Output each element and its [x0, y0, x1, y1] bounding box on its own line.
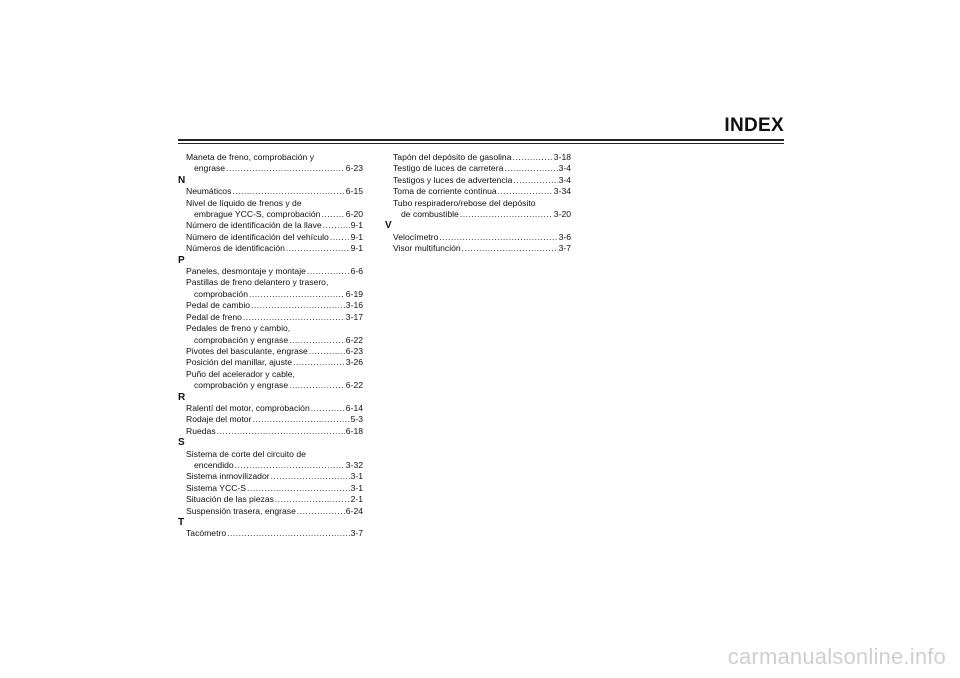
entry-page: 3-7 — [350, 528, 363, 539]
entry-text: comprobación y engrase — [194, 334, 289, 345]
index-column-right — [385, 152, 571, 255]
section-letter: S — [178, 437, 185, 449]
index-entry[interactable] — [178, 483, 363, 494]
entry-text-first-line: Tubo respiradero/rebose del depósito — [393, 197, 536, 208]
index-entry[interactable] — [178, 323, 363, 346]
dot-leader — [330, 232, 350, 243]
index-entry[interactable] — [178, 243, 363, 254]
entry-page: 6-22 — [345, 380, 363, 391]
dot-leader — [323, 220, 350, 231]
entry-text: comprobación — [194, 288, 248, 299]
index-entry[interactable] — [178, 403, 363, 414]
dot-leader — [460, 209, 553, 220]
index-entry[interactable] — [178, 277, 363, 300]
index-entry[interactable] — [178, 266, 363, 277]
header-rule — [178, 139, 784, 141]
entry-page: 6-18 — [345, 425, 363, 436]
index-entry[interactable] — [385, 152, 571, 163]
index-entry[interactable] — [178, 198, 363, 221]
entry-text: Pedal de cambio — [186, 300, 251, 311]
entry-text: engrase — [194, 163, 226, 174]
index-entry[interactable] — [178, 369, 363, 392]
entry-page: 3-16 — [345, 300, 363, 311]
index-entry[interactable] — [178, 414, 363, 425]
index-entry[interactable] — [385, 232, 571, 243]
section-letter: T — [178, 517, 185, 528]
dot-leader — [226, 163, 345, 174]
dot-leader — [297, 506, 345, 517]
index-entry[interactable] — [178, 186, 363, 197]
entry-page: 6-20 — [345, 209, 363, 220]
dot-leader — [286, 243, 350, 254]
entry-text: Visor multifunción — [393, 243, 461, 254]
entry-text: Pedal de freno — [186, 311, 242, 322]
entry-text: embrague YCC-S, comprobación — [194, 209, 321, 220]
entry-page: 3-34 — [553, 186, 571, 197]
dot-leader — [289, 335, 345, 346]
entry-page: 3-18 — [553, 152, 571, 162]
index-entry[interactable] — [178, 494, 363, 505]
header-rule-thin — [178, 143, 784, 144]
entry-text: Número de identificación de la llave — [186, 220, 322, 231]
section-letter: N — [178, 174, 186, 186]
dot-leader — [311, 403, 345, 414]
entry-page: 5-3 — [350, 414, 363, 425]
entry-text-first-line: Sistema de corte del circuito de — [186, 448, 306, 459]
entry-page: 3-4 — [558, 163, 571, 174]
index-entry[interactable] — [178, 506, 363, 517]
entry-page: 3-6 — [558, 231, 571, 242]
entry-page: 9-1 — [350, 220, 363, 231]
index-entry[interactable] — [178, 232, 363, 243]
dot-leader — [275, 494, 350, 505]
index-entry[interactable] — [385, 186, 571, 197]
entry-page: 6-6 — [350, 266, 363, 277]
page-title: INDEX — [724, 115, 784, 136]
entry-page: 6-19 — [345, 288, 363, 299]
index-entry[interactable] — [178, 471, 363, 482]
entry-text: comprobación y engrase — [194, 380, 289, 391]
entry-page: 3-26 — [345, 357, 363, 368]
entry-text: Pivotes del basculante, engrase — [186, 345, 308, 356]
dot-leader — [513, 175, 557, 186]
dot-leader — [504, 163, 557, 174]
index-entry[interactable] — [178, 528, 363, 539]
entry-text: Testigo de luces de carretera — [393, 163, 504, 174]
dot-leader — [251, 300, 345, 311]
index-entry[interactable] — [178, 220, 363, 231]
entry-text: de combustible — [401, 209, 459, 220]
entry-text: Posición del manillar, ajuste — [186, 357, 293, 368]
entry-text: Número de identificación del vehículo — [186, 231, 329, 242]
index-entry[interactable] — [178, 449, 363, 472]
entry-text-first-line: Pedales de freno y cambio, — [186, 323, 291, 334]
entry-text-first-line: Nivel de líquido de frenos y de — [186, 197, 302, 208]
dot-leader — [498, 186, 553, 197]
entry-text: Velocímetro — [393, 231, 439, 242]
index-column-left — [178, 152, 363, 540]
entry-text: Tacómetro — [186, 528, 227, 539]
index-entry[interactable] — [178, 300, 363, 311]
entry-text: Situación de las piezas — [186, 494, 274, 505]
dot-leader — [217, 426, 345, 437]
dot-leader — [307, 266, 350, 277]
entry-page: 3-20 — [553, 209, 571, 220]
entry-text: Tapón del depósito de gasolina — [393, 152, 512, 162]
entry-text-first-line: Pastillas de freno delantero y trasero, — [186, 277, 329, 288]
entry-page: 6-15 — [345, 186, 363, 197]
dot-leader — [243, 312, 345, 323]
section-letter: P — [178, 254, 185, 266]
entry-text: Sistema inmovilizador — [186, 471, 270, 482]
dot-leader — [235, 460, 345, 471]
dot-leader — [309, 346, 345, 357]
entry-text: Ralentí del motor, comprobación — [186, 402, 310, 413]
entry-text-first-line: Maneta de freno, comprobación y — [186, 152, 315, 162]
entry-page: 3-32 — [345, 459, 363, 470]
entry-text: Sistema YCC-S — [186, 482, 247, 493]
entry-text-first-line: Puño del acelerador y cable, — [186, 368, 295, 379]
entry-page: 3-7 — [558, 243, 571, 254]
dot-leader — [289, 380, 345, 391]
entry-page: 6-14 — [345, 402, 363, 413]
entry-page: 3-1 — [350, 482, 363, 493]
index-entry[interactable] — [178, 357, 363, 368]
watermark: carmanualsonline.info — [727, 644, 946, 669]
entry-page: 3-1 — [350, 471, 363, 482]
dot-leader — [232, 186, 344, 197]
entry-text: Rodaje del motor — [186, 414, 252, 425]
entry-text: Toma de corriente continua — [393, 186, 497, 197]
entry-page: 6-23 — [345, 345, 363, 356]
entry-text: Paneles, desmontaje y montaje — [186, 266, 306, 277]
dot-leader — [252, 414, 349, 425]
index-entry[interactable] — [178, 152, 363, 175]
dot-leader — [271, 471, 350, 482]
index-entry[interactable] — [385, 243, 571, 254]
entry-text: Suspensión trasera, engrase — [186, 505, 296, 516]
dot-leader — [439, 232, 557, 243]
entry-page: 3-17 — [345, 311, 363, 322]
entry-page: 6-23 — [345, 163, 363, 174]
dot-leader — [513, 152, 553, 163]
index-entry[interactable] — [385, 175, 571, 186]
dot-leader — [249, 289, 345, 300]
section-letter: V — [385, 220, 392, 232]
entry-text: encendido — [194, 459, 234, 470]
entry-text: Neumáticos — [186, 186, 232, 197]
index-entry[interactable] — [178, 346, 363, 357]
entry-page: 9-1 — [350, 243, 363, 254]
entry-text: Números de identificación — [186, 243, 285, 254]
dot-leader — [247, 483, 350, 494]
entry-page: 3-4 — [558, 174, 571, 185]
dot-leader — [293, 357, 345, 368]
entry-page: 9-1 — [350, 231, 363, 242]
dot-leader — [462, 243, 558, 254]
entry-page: 6-24 — [345, 505, 363, 516]
section-letter: R — [178, 391, 186, 403]
index-entry[interactable] — [385, 163, 571, 174]
index-entry[interactable] — [385, 198, 571, 221]
index-entry[interactable] — [178, 426, 363, 437]
dot-leader — [321, 209, 344, 220]
dot-leader — [227, 528, 349, 539]
entry-page: 2-1 — [350, 494, 363, 505]
entry-text: Ruedas — [186, 425, 216, 436]
index-entry[interactable] — [178, 312, 363, 323]
entry-page: 6-22 — [345, 334, 363, 345]
entry-text: Testigos y luces de advertencia — [393, 174, 513, 185]
